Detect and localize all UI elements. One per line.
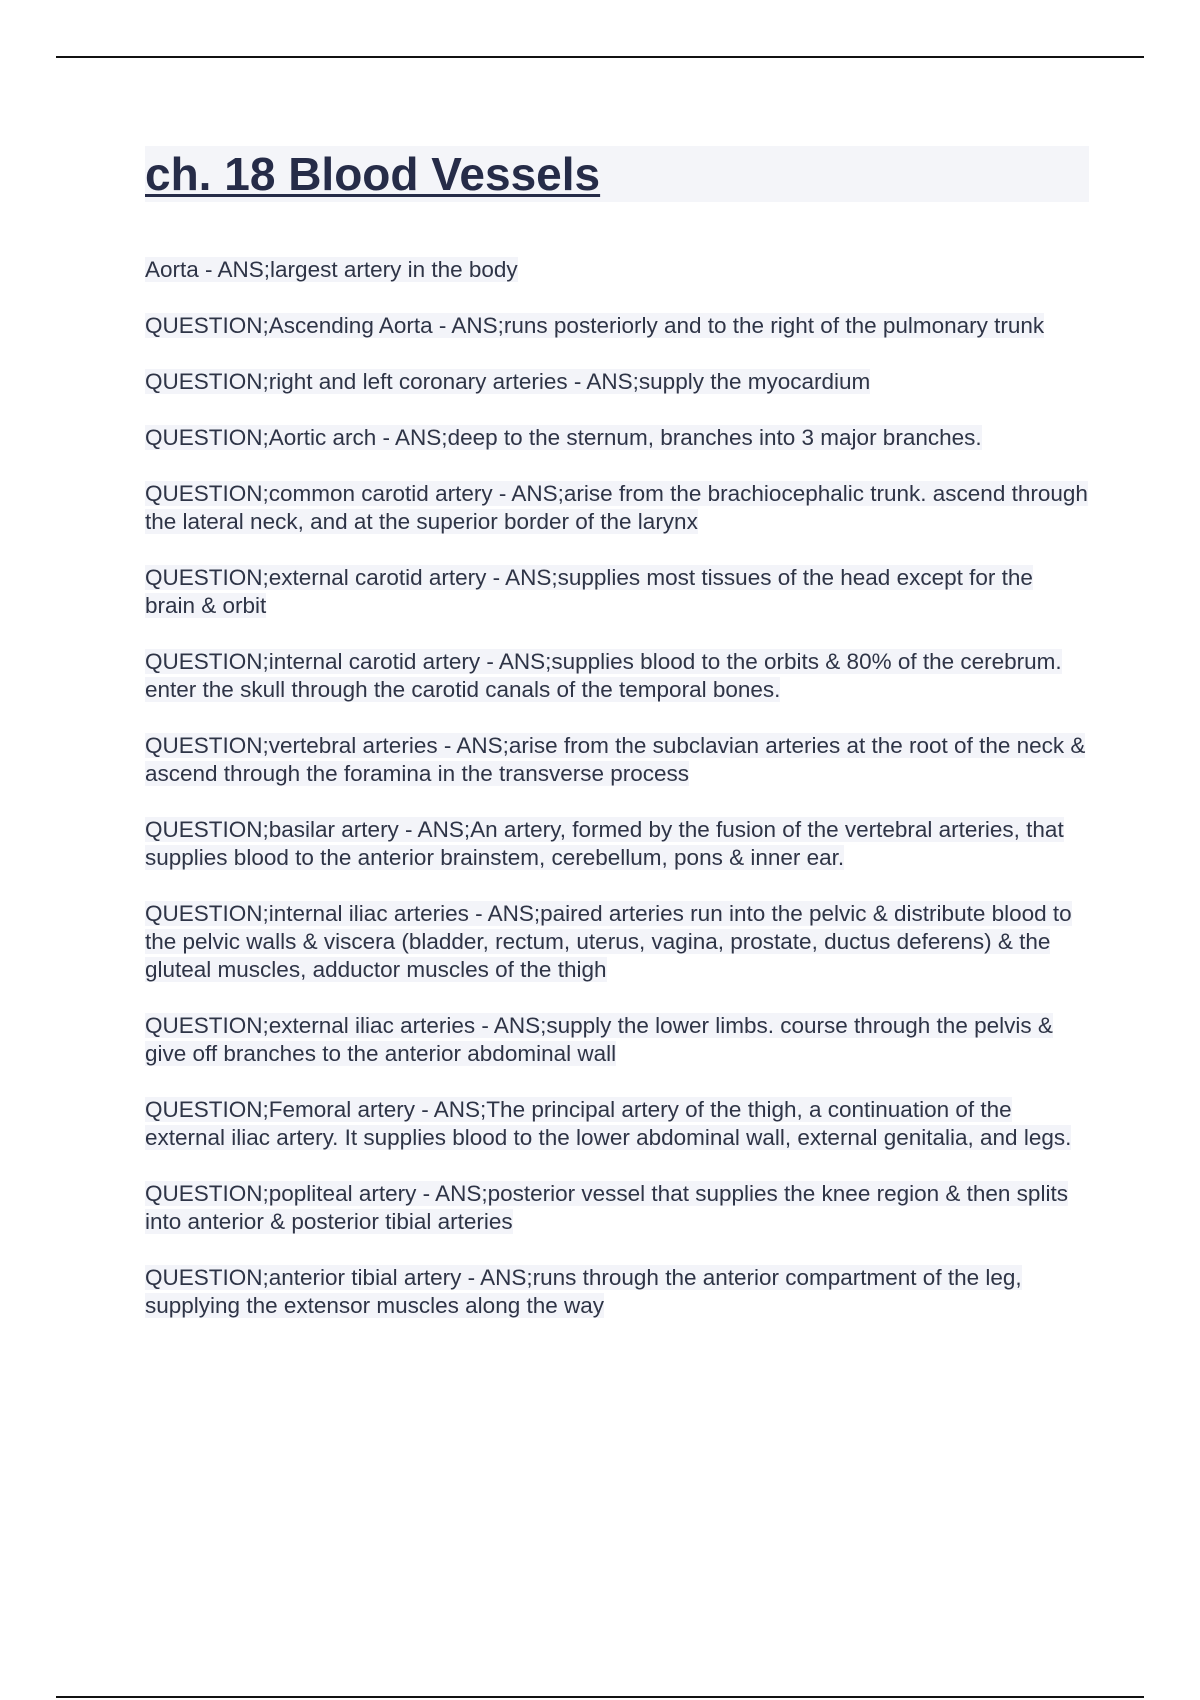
flashcard-entry bbox=[145, 564, 1089, 620]
document-body bbox=[145, 146, 1089, 1348]
entry-text: QUESTION;vertebral arteries - ANS;arise from the subclavian arteries at the root of the neck & ascend through the foramina in the transverse process bbox=[145, 733, 1086, 786]
flashcard-entry bbox=[145, 648, 1089, 704]
entry-text: QUESTION;Femoral artery - ANS;The principal artery of the thigh, a continuation of the external iliac artery. It supplies blood to the lower abdominal wall, external genitalia, and legs. bbox=[145, 1097, 1072, 1150]
entry-text: QUESTION;basilar artery - ANS;An artery, formed by the fusion of the vertebral arteries, that supplies blood to the anterior brainstem, cerebellum, pons & inner ear. bbox=[145, 817, 1064, 870]
flashcard-entry bbox=[145, 900, 1089, 984]
entry-text: QUESTION;external iliac arteries - ANS;supply the lower limbs. course through the pelvis & give off branches to the anterior abdominal wall bbox=[145, 1013, 1053, 1066]
flashcard-entry bbox=[145, 312, 1089, 340]
entry-text: Aorta - ANS;largest artery in the body bbox=[145, 257, 518, 282]
bottom-divider bbox=[56, 1696, 1144, 1698]
flashcard-list bbox=[145, 256, 1089, 1320]
entry-text: QUESTION;anterior tibial artery - ANS;runs through the anterior compartment of the leg, supplying the extensor muscles along the way bbox=[145, 1265, 1022, 1318]
flashcard-entry bbox=[145, 1180, 1089, 1236]
flashcard-entry bbox=[145, 1264, 1089, 1320]
top-divider bbox=[56, 56, 1144, 58]
flashcard-entry bbox=[145, 732, 1089, 788]
flashcard-entry bbox=[145, 816, 1089, 872]
entry-text: QUESTION;Ascending Aorta - ANS;runs posteriorly and to the right of the pulmonary trunk bbox=[145, 313, 1045, 338]
flashcard-entry bbox=[145, 256, 1089, 284]
flashcard-entry bbox=[145, 424, 1089, 452]
entry-text: QUESTION;right and left coronary arteries - ANS;supply the myocardium bbox=[145, 369, 871, 394]
entry-text: QUESTION;popliteal artery - ANS;posterior vessel that supplies the knee region & then splits into anterior & posterior tibial arteries bbox=[145, 1181, 1068, 1234]
flashcard-entry bbox=[145, 368, 1089, 396]
entry-text: QUESTION;external carotid artery - ANS;supplies most tissues of the head except for the brain & orbit bbox=[145, 565, 1033, 618]
entry-text: QUESTION;common carotid artery - ANS;arise from the brachiocephalic trunk. ascend through the lateral neck, and at the superior border of the larynx bbox=[145, 481, 1088, 534]
flashcard-entry bbox=[145, 1096, 1089, 1152]
entry-text: QUESTION;internal iliac arteries - ANS;paired arteries run into the pelvic & distribute blood to the pelvic walls & viscera (bladder, rectum, uterus, vagina, prostate, ductus deferens) & the gluteal muscles, adductor muscles of the thigh bbox=[145, 901, 1072, 982]
flashcard-entry bbox=[145, 1012, 1089, 1068]
page-title: ch. 18 Blood Vessels bbox=[145, 148, 601, 200]
flashcard-entry bbox=[145, 480, 1089, 536]
entry-text: QUESTION;internal carotid artery - ANS;supplies blood to the orbits & 80% of the cerebrum. enter the skull through the carotid canals of the temporal bones. bbox=[145, 649, 1062, 702]
title-band bbox=[145, 146, 1089, 202]
entry-text: QUESTION;Aortic arch - ANS;deep to the sternum, branches into 3 major branches. bbox=[145, 425, 982, 450]
